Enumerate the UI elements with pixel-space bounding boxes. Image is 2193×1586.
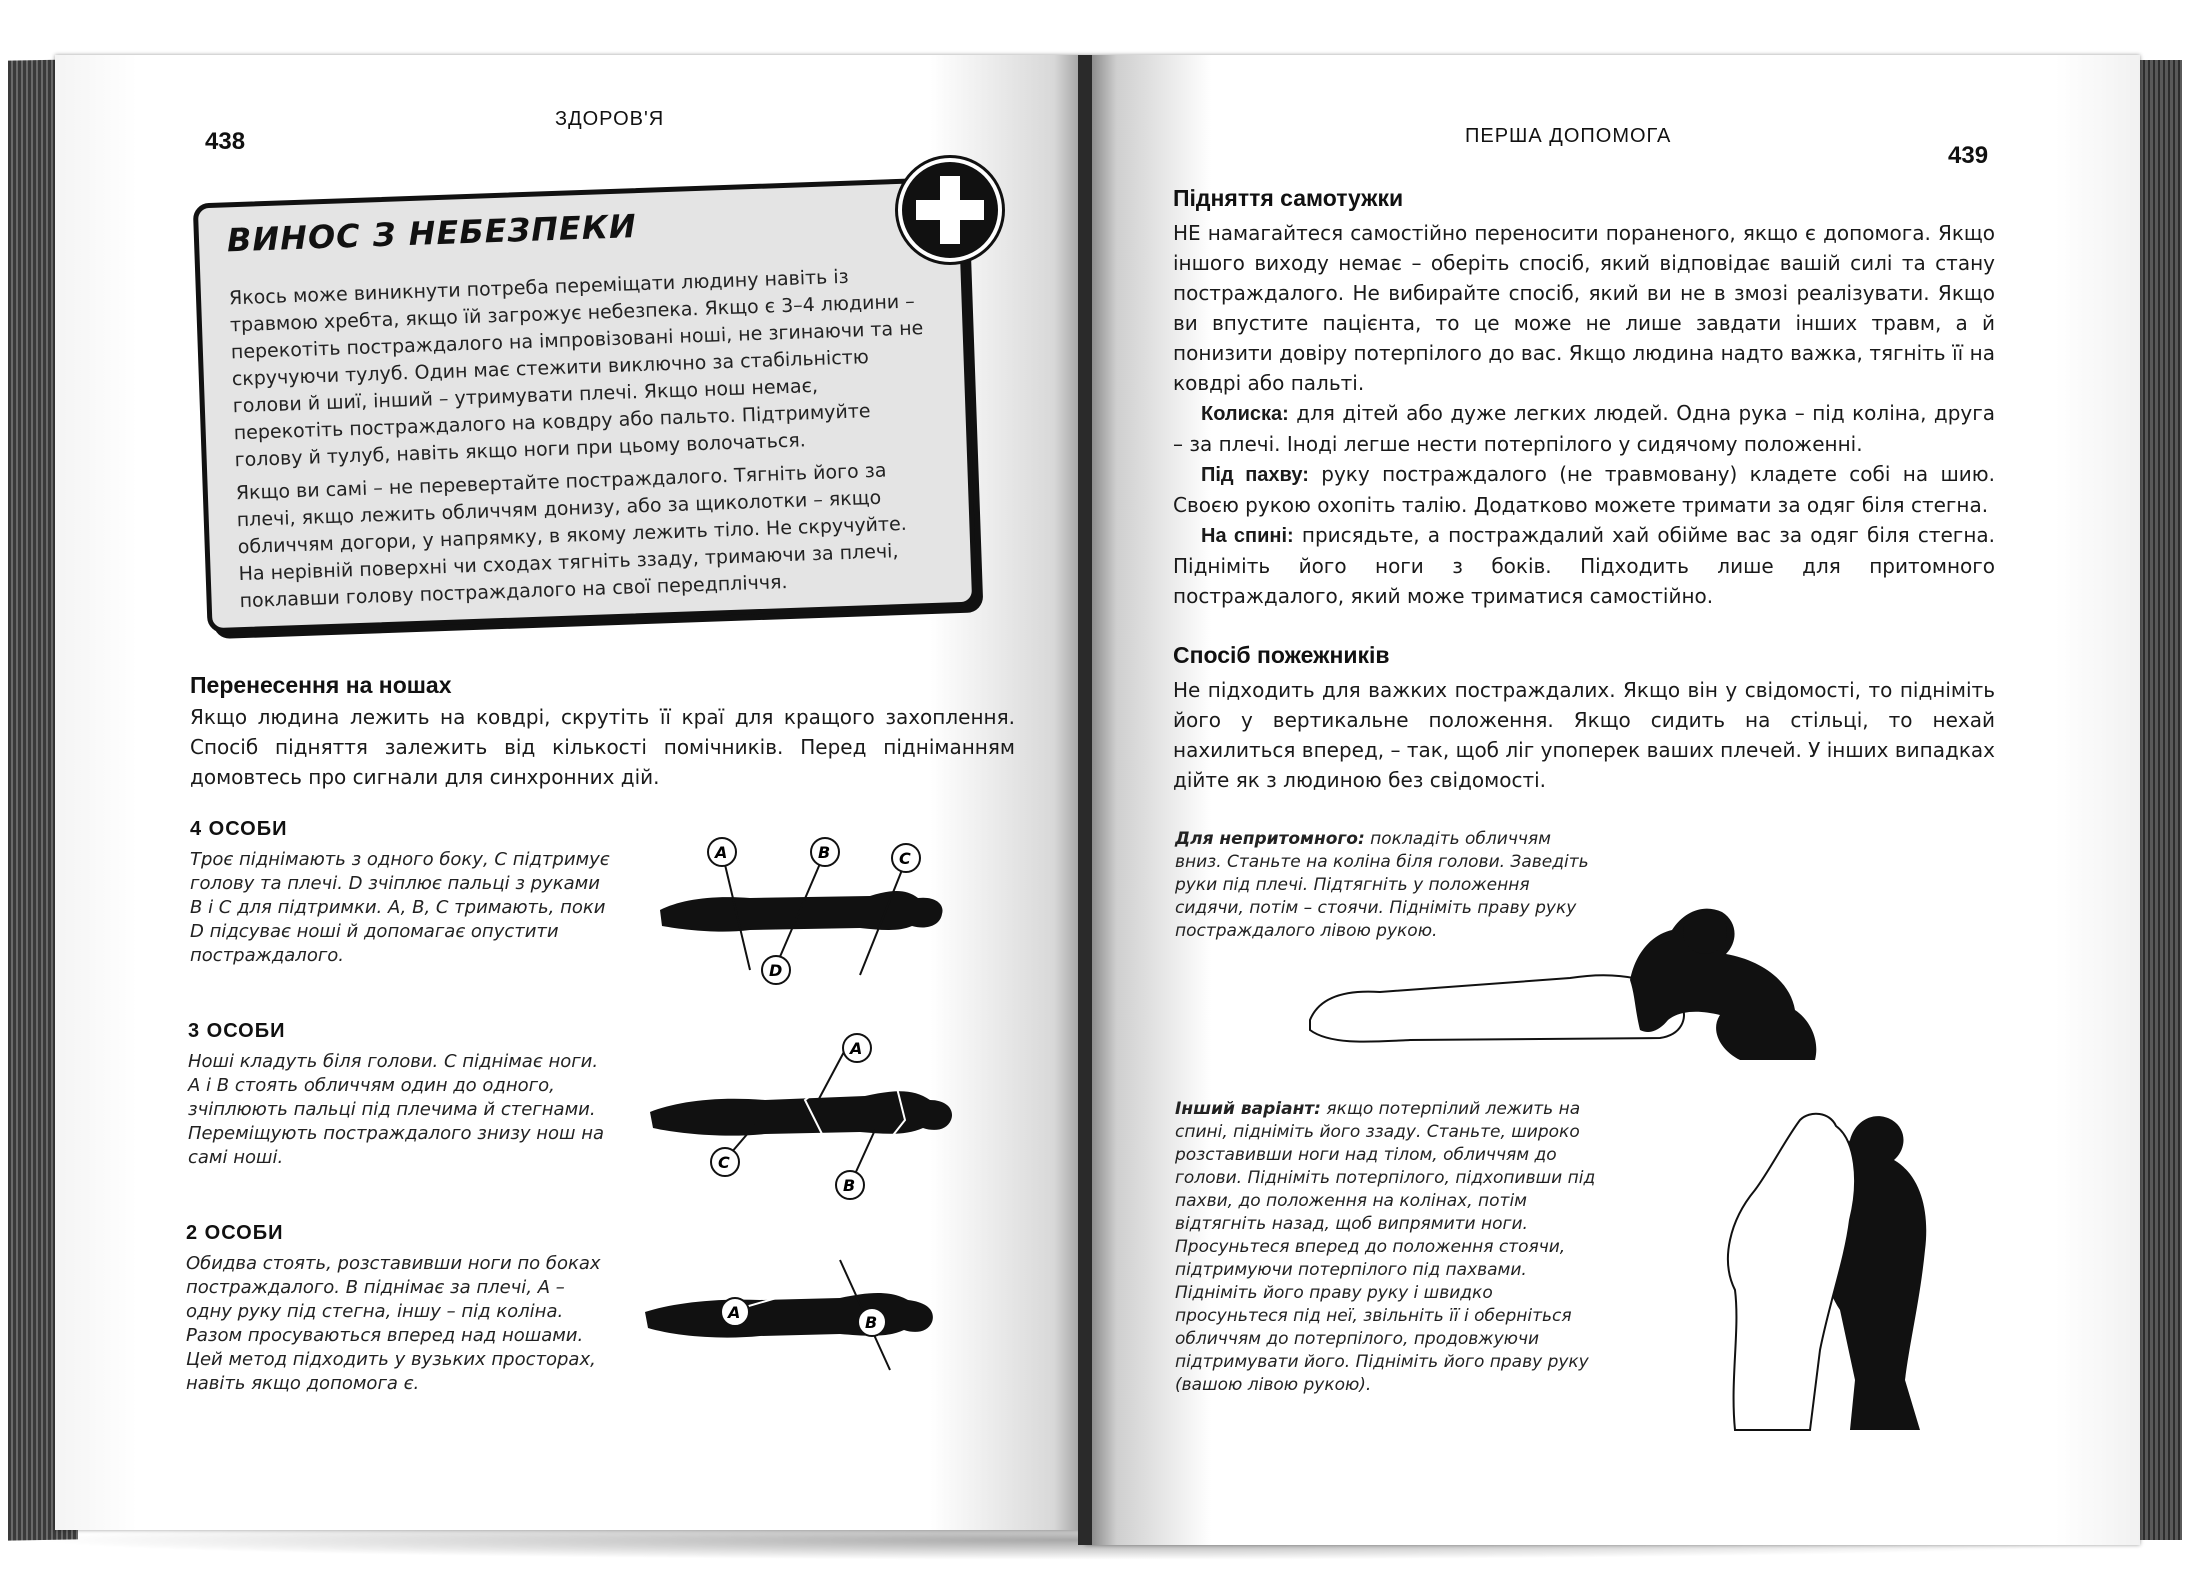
fireman-paragraph: Не підходить для важких постраждалих. Якщо він у свідомості, то підніміть його у вертикальне положення. Якщо сидить на стільці, то нехай нахилиться вперед, – так, щоб ліг упоперек ваших плечей. У інших випадках дійте як з людиною без свідомості. [1173,678,1995,792]
label-a: A [728,1303,741,1322]
stretcher-title: Перенесення на ношах [190,672,452,698]
label-c: C [899,849,911,868]
back-paragraph [1173,520,1995,611]
three-persons-title: 3 ОСОБИ [188,1020,286,1042]
left-page-number: 438 [205,128,246,155]
stretcher-paragraph: Якщо людина лежить на ковдрі, скрутіть її краї для кращого захоплення. Спосіб підняття залежить від кількості помічників. Перед підніманням домовтесь про сигнали для синхронних дій. [190,705,1015,789]
kneeling-rescuer-illustration [1290,870,1890,1070]
stretcher-text [190,702,1015,792]
label-a: A [715,843,728,862]
two-persons-title: 2 ОСОБИ [186,1222,284,1244]
self-lift-paragraph: НЕ намагайтеся самостійно переносити пораненого, якщо є допомога. Якщо іншого виходу немає – оберіть спосіб, який відповідає вашій силі та стану постраждалого. Не вибирайте спосіб, який ви не в змозі реалізувати. Якщо ви впустите пацієнта, то це може не лише завдати інших травм, а й понизити довіру потерпілого до вас. Якщо людина надто важка, тягніть її на ковдрі або пальті. [1173,221,1995,395]
label-a: A [850,1039,863,1058]
hazard-paragraph-1: Якось може виникнути потреба переміщати людину навіть із травмою хребта, якщо їй загрожує небезпека. Якщо є 3–4 людини – перекотіть постраждалого на імпровізовані ноші, не згинаючи та не скручуючи тулуб. Один має стежити виключно за стабільністю голови й шиї, інший – утримувати плечі. Якщо нош немає, перекотіть постраждалого на ковдру або пальто. Підтримуйте голову й тулуб, навіть якщо ноги при цьому волочаться. [228,265,924,472]
body-silhouette [660,891,943,932]
unconscious-label: Для непритомного: [1175,829,1365,849]
body-silhouette [650,1091,952,1135]
other-variant-text: якщо потерпілий лежить на спині, підніміть його ззаду. Станьте, широко розставивши ноги над тілом, обличчям до голови. Підніміть потерпілого, підхопивши під пахви, до положення на колінах, потім відтягніть назад, щоб випрямити ноги. Просуньтеся вперед до положення стоячи, підтримуючи потерпілого під пахвами. Підніміть його праву руку і швидко просуньтеся під неї, звільніть її і оберніться обличчям до потерпілого, продовжуючи підтримувати його. Підніміть його праву руку (вашою лівою рукою). [1175,1099,1596,1395]
casualty-outline [1728,1114,1855,1430]
two-persons-diagram [640,1250,960,1380]
label-b: B [818,843,831,862]
cradle-text: для дітей або дуже легких людей. Одна рука – під коліна, друга – за плечі. Іноді легше нести потерпілого у сидячому положенні. [1173,401,1995,456]
hazard-text [229,261,940,621]
four-persons-title: 4 ОСОБИ [190,818,288,840]
two-persons-text: Обидва стоять, розставивши ноги по боках постраждалого. B піднімає за плечі, A – одну руку під стегна, іншу – під коліна. Разом просуваються вперед над ношами. Цей метод підходить у вузьких просторах, навіть якщо допомога є. [186,1253,601,1394]
hazard-title: ВИНОС З НЕБЕЗПЕКИ [226,207,638,260]
three-persons-text: Ноші кладуть біля голови. C піднімає ноги. A і B стоять обличчям один до одного, зчіплюють пальці під плечима й стегнами. Переміщують постраждалого знизу нош на самі ноші. [188,1051,605,1168]
other-variant-caption [1175,1098,1605,1397]
cradle-label: Колиска: [1201,403,1289,425]
first-aid-cross-icon [898,158,1002,262]
fireman-text [1173,675,1995,795]
book-gutter [1078,55,1092,1545]
self-lift-title: Підняття самотужки [1173,185,1404,211]
label-c: C [718,1153,730,1172]
unconscious-text: покладіть обличчям вниз. Станьте на коліна біля голови. Заведіть руки під плечі. Підтягніть у положення сидячи, потім – стоячи. Підніміть праву руку постраждалого лівою рукою. [1175,829,1589,941]
body-silhouette [645,1293,933,1338]
three-persons-diagram [645,1030,965,1200]
armpit-paragraph [1173,459,1995,520]
cradle-paragraph [1173,398,1995,459]
four-persons-text: Троє піднімають з одного боку, C підтримує голову та плечі. D зчіплює пальці з руками B і C для підтримки. A, B, C тримають, поки D підсуває ноші й допомагає опустити постраждалого. [190,849,610,966]
right-running-head: ПЕРША ДОПОМОГА [1465,125,1672,147]
label-b: B [843,1176,856,1195]
prone-casualty-outline [1310,975,1684,1041]
self-lift-text [1173,218,1995,611]
armpit-label: Під пахву: [1201,464,1309,486]
left-running-head: ЗДОРОВ'Я [555,108,665,130]
label-d: D [769,961,783,980]
hazard-box [193,177,978,634]
standing-lift-illustration [1680,1080,1970,1440]
other-variant-label: Інший варіант: [1175,1099,1321,1119]
back-text: присядьте, а постраждалий хай обійме вас за одяг біля стегна. Підніміть його ноги з боків. Підходить лише для притомного постраждалого, який може триматися самостійно. [1173,523,1996,608]
four-persons-diagram [650,830,960,1000]
fireman-title: Спосіб пожежників [1173,642,1390,668]
hazard-paragraph-2: Якщо ви самі – не перевертайте постраждалого. Тягніть його за плечі, якщо лежить обличчям донизу, або за щиколотки – якщо обличчям догори, у напрямку, в якому лежить тіло. Не скручуйте. На нерівній поверхні чи сходах тягніть ззаду, тримаючи за плечі, поклавши голову постраждалого на свої передпліччя. [235,459,908,613]
back-label: На спині: [1201,525,1294,547]
label-b: B [865,1313,878,1332]
right-page-number: 439 [1948,142,1989,169]
armpit-text: руку постраждалого (не травмовану) кладете собі на шию. Своєю рукою охопіть талію. Додатково можете тримати за одяг біля стегна. [1173,462,1995,517]
